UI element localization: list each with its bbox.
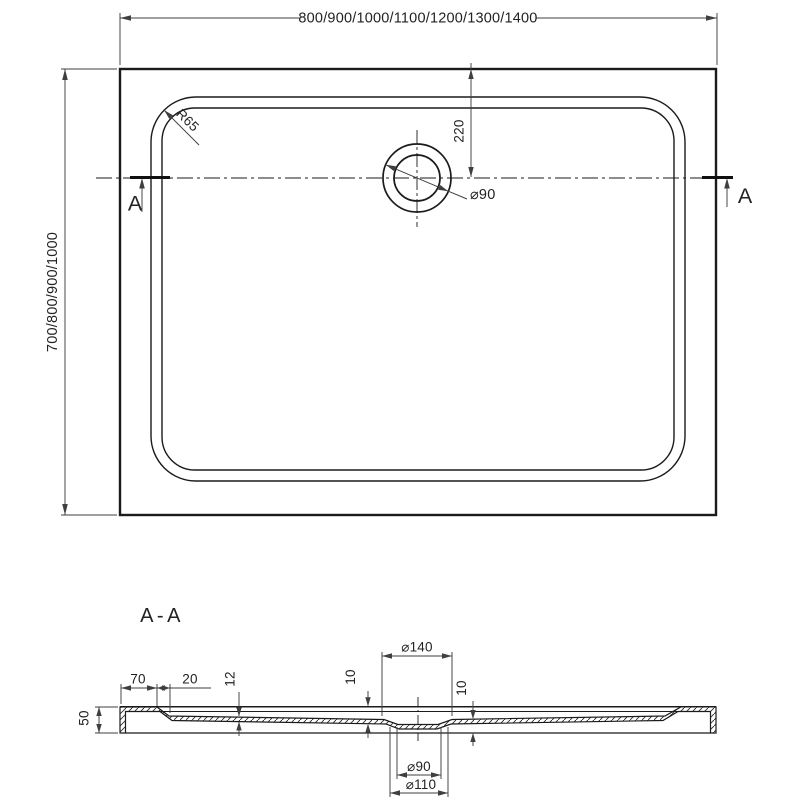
drain-hole-label: ⌀90 — [407, 759, 431, 774]
height-dimension-label: 700/800/900/1000 — [45, 231, 61, 353]
section-view — [77, 605, 717, 797]
rim-slope-width-label: 20 — [182, 671, 198, 687]
drain-offset-label: 220 — [451, 119, 467, 143]
recess-diameter-dimension — [382, 640, 452, 717]
recess-depth-left-dimension — [343, 669, 371, 738]
height-dimension — [45, 69, 117, 515]
section-marker-right-label: A — [737, 184, 753, 208]
section-title: A-A — [140, 605, 184, 627]
floor-thickness-dimension — [223, 671, 242, 736]
section-profile — [120, 697, 716, 741]
drain-flange-label: ⌀110 — [405, 777, 437, 792]
tray-height-label: 50 — [76, 710, 92, 726]
tray-outline — [120, 69, 716, 515]
section-marker-left — [128, 178, 170, 216]
section-marker-left-label: A — [127, 191, 143, 216]
top-view — [45, 11, 753, 516]
floor-thickness-label: 12 — [222, 671, 238, 687]
recess-depth-right-dimension — [454, 680, 476, 746]
width-dimension-label: 800/900/1000/1100/1200/1300/1400 — [298, 10, 538, 27]
drain-diameter-dimension — [386, 165, 496, 203]
drain-hole-dimension — [397, 727, 441, 779]
drain-offset-dimension — [452, 63, 474, 177]
corner-radius-dimension — [164, 106, 202, 145]
recess-depth-right-label: 10 — [454, 680, 469, 696]
corner-radius-label: R65 — [173, 106, 202, 135]
width-dimension — [120, 11, 717, 66]
recess-depth-left-label: 10 — [343, 669, 358, 685]
rim-width-label: 70 — [130, 671, 146, 687]
drain-diameter-label: ⌀90 — [470, 187, 496, 203]
section-marker-right — [702, 178, 753, 209]
recess-diameter-label: ⌀140 — [401, 639, 433, 655]
tray-height-dimension — [77, 707, 119, 733]
